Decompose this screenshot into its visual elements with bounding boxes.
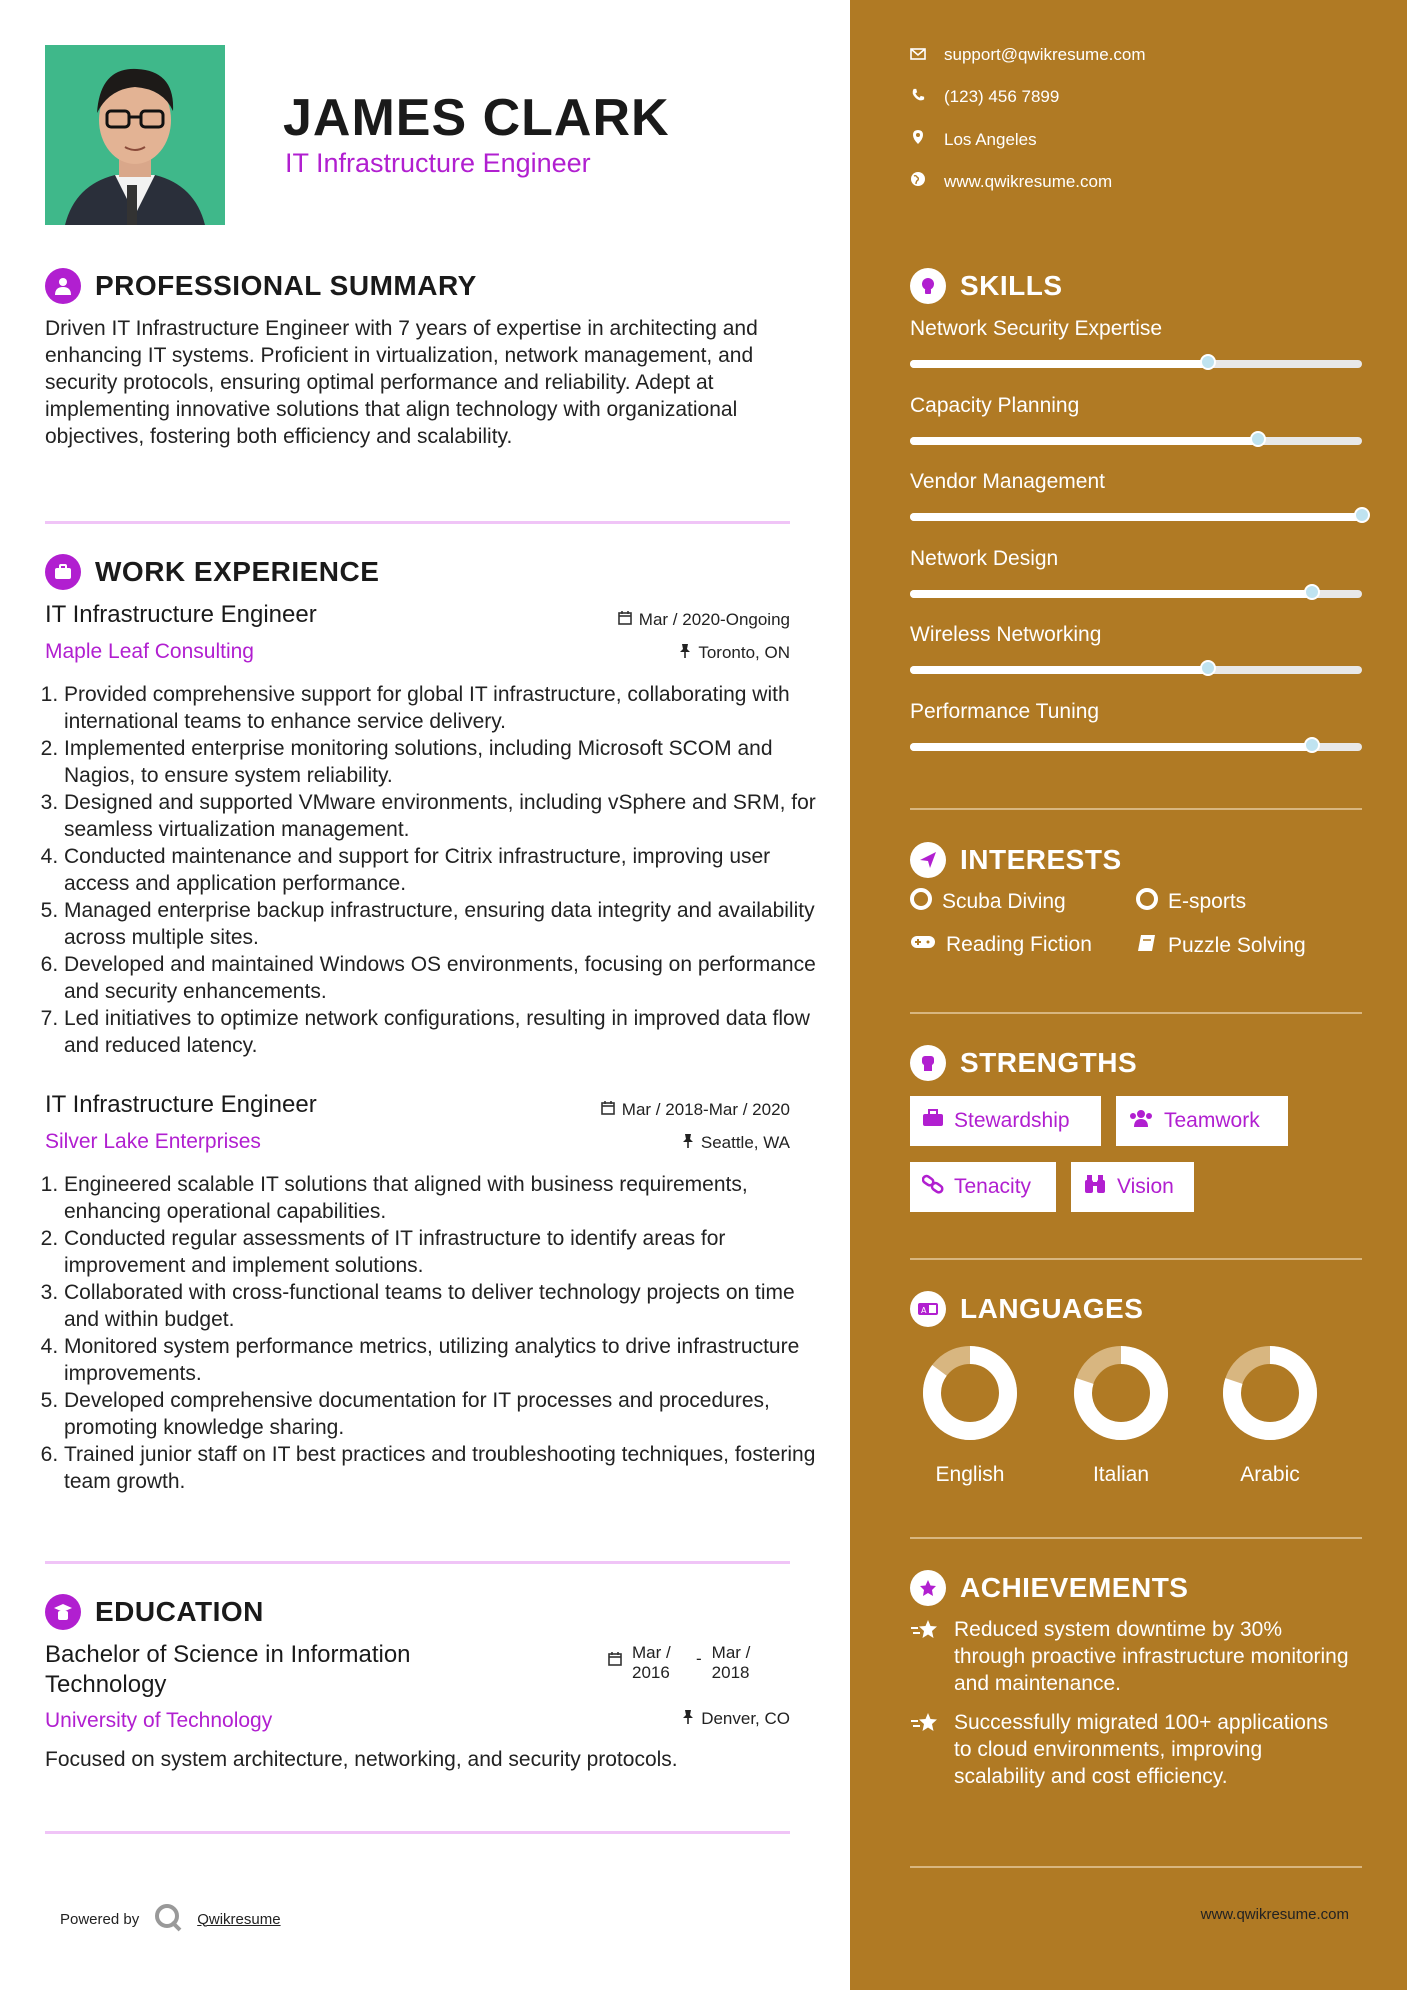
skill-label: Network Design [910,546,1059,570]
job-title: IT Infrastructure Engineer [45,601,317,628]
skill-bar [910,513,1362,521]
languages-heading [910,1291,1143,1327]
education-date-end: Mar / 2018 [711,1643,751,1682]
svg-text:A: A [921,1306,927,1315]
shooting-star-icon [910,1711,940,1790]
achievement-item [910,1616,1350,1697]
calendar-icon [601,1100,615,1120]
job-company: Silver Lake Enterprises [45,1130,261,1153]
language-ring [920,1343,1020,1443]
strength-tag [1116,1096,1288,1146]
job-location [679,643,790,663]
language-item [910,1343,1030,1487]
skill-bar-fill [910,743,1312,751]
skill-bar [910,360,1362,368]
skill-bar-fill [910,437,1258,445]
language-item [1210,1343,1330,1487]
binoculars-icon [1083,1174,1107,1200]
list-item: 3. Designed and supported VMware environments, including vSphere and SRM, for seamless virtualization management. [64,789,824,843]
skill-level-knob [1200,354,1216,370]
contact-website-text: www.qwikresume.com [944,171,1113,191]
list-item: 2. Conducted regular assessments of IT infrastructure to identify areas for improvement and implement solutions. [64,1225,824,1279]
list-item: 6. Trained junior staff on IT best practices and troubleshooting techniques, fostering team growth. [64,1441,824,1495]
contact-phone[interactable] [910,87,1059,107]
globe-icon [910,171,926,192]
language-label: Italian [1092,1463,1150,1486]
job-location-text: Toronto, ON [698,643,790,662]
skill-label: Wireless Networking [910,623,1102,646]
interest-item [1136,933,1306,959]
contact-email[interactable] [910,45,1146,65]
interest-label: Reading Fiction [946,933,1092,956]
skill-label: Capacity Planning [910,393,1080,417]
degree: Bachelor of Science in Information Technology [45,1641,411,1698]
list-item: 4. Conducted maintenance and support for Citrix infrastructure, improving user access and application performance. [64,843,824,897]
divider [45,521,790,524]
strengths-heading [910,1045,1137,1081]
life-ring-icon [910,888,932,916]
skill-bar-fill [910,513,1362,521]
job-location-text: Seattle, WA [700,1133,790,1152]
skill-label: Network Security Expertise [910,317,1163,340]
divider [45,1831,790,1834]
skill-bar [910,590,1362,598]
job-title: IT Infrastructure Engineer [45,1091,317,1118]
interest-item [910,888,1066,916]
shooting-star-icon [910,1618,940,1697]
fist-icon [910,1045,946,1081]
language-ring [1071,1343,1171,1443]
job-points [40,681,824,1059]
skill-bar [910,437,1362,445]
skill-bar [910,666,1362,674]
contact-website[interactable] [910,171,1112,192]
interest-item [910,933,1092,957]
list-item: 1. Provided comprehensive support for global IT infrastructure, collaborating with international teams to enhance service delivery. [64,681,824,735]
skill-level-knob [1304,737,1320,753]
briefcase-icon [922,1109,944,1133]
divider [45,1561,790,1564]
divider [910,808,1362,810]
education-date-separator: - [696,1649,702,1668]
gamepad-icon [910,933,936,957]
strengths-heading-text: STRENGTHS [960,1047,1138,1078]
strength-label: Teamwork [1164,1109,1260,1132]
work-heading-text: WORK EXPERIENCE [95,556,380,587]
qwikresume-link[interactable]: Qwikresume [197,1910,281,1928]
job-date-text: Mar / 2020-Ongoing [638,610,790,629]
skill-bar-fill [910,666,1208,674]
skill-level-knob [1354,507,1370,523]
life-ring-icon [1136,888,1158,916]
divider [910,1258,1362,1260]
contact-phone-text: (123) 456 7899 [944,87,1060,106]
language-item [1061,1343,1181,1487]
interests-heading [910,842,1122,878]
graduate-icon [45,1594,81,1630]
candidate-name: JAMES CLARK [283,89,670,147]
interest-label: Puzzle Solving [1168,934,1306,957]
work-heading [45,554,379,590]
profile-photo [45,45,225,225]
achievements-heading-text: ACHIEVEMENTS [960,1572,1189,1603]
education-date [608,1643,766,1683]
interest-item [1136,888,1246,916]
language-label: Arabic [1240,1463,1300,1486]
contact-email-text: support@qwikresume.com [944,45,1146,64]
languages-heading-text: LANGUAGES [960,1293,1144,1324]
job-date-text: Mar / 2018-Mar / 2020 [621,1100,790,1119]
interest-label: E-sports [1168,890,1247,913]
strength-tag [1071,1162,1194,1212]
users-icon [1128,1109,1154,1133]
skill-label: Performance Tuning [910,699,1100,723]
pin-icon [679,643,691,663]
job-date [618,610,790,630]
divider [910,1866,1362,1868]
strength-tag [910,1096,1101,1146]
strength-label: Tenacity [954,1175,1032,1198]
job-company: Maple Leaf Consulting [45,640,254,663]
footer-website[interactable]: www.qwikresume.com [1200,1906,1349,1923]
powered-by-text: Powered by [60,1910,140,1928]
briefcase-icon [45,554,81,590]
phone-icon [910,87,926,107]
education-heading-text: EDUCATION [95,1596,264,1627]
divider [910,1012,1362,1014]
pin-icon [682,1133,694,1153]
achievement-text: Successfully migrated 100+ applications to cloud environments, improving scalability and cost efficiency. [954,1711,1329,1788]
book-icon [1136,933,1158,959]
envelope-icon [910,45,926,65]
list-item: 3. Collaborated with cross-functional teams to deliver technology projects on time and within budget. [64,1279,824,1333]
list-item: 5. Developed comprehensive documentation for IT processes and procedures, promoting knowledge sharing. [64,1387,824,1441]
paper-plane-icon [910,842,946,878]
list-item: 7. Led initiatives to optimize network configurations, resulting in improved data flow and reduced latency. [64,1005,824,1059]
education-date-start: Mar / 2016 [632,1643,671,1682]
achievement-item [910,1709,1350,1790]
achievements-heading [910,1570,1188,1606]
calendar-icon [618,610,632,630]
lightbulb-icon [910,268,946,304]
language-ring [1220,1343,1320,1443]
summary-text: Driven IT Infrastructure Engineer with 7 years of expertise in architecting and enhancing IT systems. Proficient in virtualization, network management, and security protocols, ensuring optimal performance and reliability. Adept at implementing innovative solutions that align technology with organizational objectives, fostering both efficiency and scalability. [45,317,758,448]
strength-label: Vision [1117,1175,1174,1198]
language-label: English [935,1463,1005,1486]
skill-label: Vendor Management [910,470,1105,493]
education-heading [45,1594,264,1630]
job-location [682,1133,790,1153]
contact-location [910,129,1037,150]
skill-bar-fill [910,590,1312,598]
contact-location-text: Los Angeles [944,129,1037,149]
pin-icon [682,1709,694,1729]
skills-heading-text: SKILLS [960,270,1063,301]
skill-bar-fill [910,360,1208,368]
link-icon [922,1174,944,1200]
map-pin-icon [910,129,926,150]
strength-tag [910,1162,1056,1212]
strength-label: Stewardship [954,1109,1070,1132]
skill-level-knob [1250,431,1266,447]
list-item: 1. Engineered scalable IT solutions that aligned with business requirements, enhancing operational capabilities. [64,1171,824,1225]
list-item: 5. Managed enterprise backup infrastructure, ensuring data integrity and availability across multiple sites. [64,897,824,951]
achievement-text: Reduced system downtime by 30% through proactive infrastructure monitoring and maintenance. [954,1618,1349,1695]
education-location-text: Denver, CO [701,1709,790,1728]
summary-heading [45,268,477,304]
interest-label: Scuba Diving [942,890,1066,913]
list-item: 4. Monitored system performance metrics, utilizing analytics to drive infrastructure improvements. [64,1333,824,1387]
list-item: 6. Developed and maintained Windows OS environments, focusing on performance and security enhancements. [64,951,824,1005]
summary-heading-text: PROFESSIONAL SUMMARY [95,270,477,301]
education-description: Focused on system architecture, networking, and security protocols. [45,1748,678,1771]
skill-level-knob [1200,660,1216,676]
calendar-icon [608,1651,622,1683]
language-icon [910,1291,946,1327]
list-item: 2. Implemented enterprise monitoring solutions, including Microsoft SCOM and Nagios, to ensure system reliability. [64,735,824,789]
interests-heading-text: INTERESTS [960,844,1122,875]
candidate-title: IT Infrastructure Engineer [285,148,591,178]
job-points [40,1171,824,1495]
skills-heading [910,268,1063,304]
job-date [601,1100,790,1120]
education-location [682,1709,790,1729]
divider [910,1537,1362,1539]
powered-by [60,1902,281,1936]
user-icon [45,268,81,304]
school: University of Technology [45,1709,273,1732]
qwikresume-logo-icon [153,1902,183,1936]
skill-level-knob [1304,584,1320,600]
skill-bar [910,743,1362,751]
star-badge-icon [910,1570,946,1606]
